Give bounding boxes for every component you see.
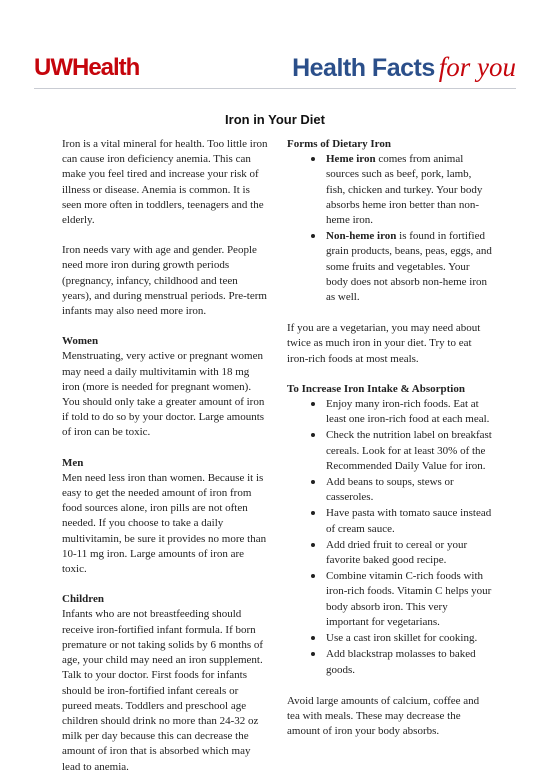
increase-heading: To Increase Iron Intake & Absorption	[287, 382, 465, 395]
list-item: Use a cast iron skillet for cooking.	[287, 631, 493, 646]
list-item-text: is found in fortified grain products, beans, peas, eggs, and some fruits and vegetables. Your body does not absorb non-heme iron as well.	[326, 230, 492, 304]
brand-sub-text: for you	[438, 52, 516, 82]
logo-health-text: Health	[71, 54, 140, 81]
intro-paragraph-2: Iron needs vary with age and gender. People need more iron during growth periods (pregnancy, infancy, childhood and teen years), and during menstrual periods. Pre-term infants may also need more iron.	[62, 244, 267, 318]
health-facts-brand	[292, 54, 516, 81]
closing-paragraph: Avoid large amounts of calcium, coffee and tea with meals. These may decrease the amount of iron your body absorbs.	[287, 694, 480, 738]
list-item-bold: Non-heme iron	[326, 230, 397, 243]
list-item-bold: Heme iron	[326, 153, 376, 166]
list-item: Combine vitamin C-rich foods with iron-rich foods. Vitamin C helps your body absorb iron. This very important for vegetarians.	[287, 569, 493, 630]
increase-list	[287, 397, 493, 678]
logo-uw-text: UW	[34, 54, 72, 81]
forms-heading: Forms of Dietary Iron	[287, 138, 391, 150]
children-heading: Children	[62, 593, 104, 606]
list-item: Enjoy many iron-rich foods. Eat at least one iron-rich food at each meal.	[287, 397, 493, 427]
list-item: Add blackstrap molasses to baked goods.	[287, 647, 493, 677]
list-item	[287, 152, 493, 228]
list-item-text: comes from animal sources such as beef, pork, lamb, fish, chicken and turkey. Your body absorbs heme iron better than non-heme iron.	[326, 153, 483, 227]
forms-list	[287, 152, 493, 305]
women-heading: Women	[62, 335, 99, 348]
list-item: Have pasta with tomato sauce instead of cream sauce.	[287, 506, 493, 536]
document-title: Iron in Your Diet	[225, 112, 325, 127]
men-paragraph: Men need less iron than women. Because it is easy to get the needed amount of iron from food sources alone, iron pills are not often needed. If you choose to take a daily multivitamin, be sure it provides no more than 10-11 mg iron. Large amounts of iron are toxic.	[62, 471, 267, 576]
header	[0, 0, 550, 110]
right-column	[287, 137, 493, 739]
brand-main-text: Health Facts	[292, 54, 435, 82]
children-paragraph: Infants who are not breastfeeding should receive iron-fortified infant formula. If born premature or not taking solids by 6 months of age, your child may need an iron supplement. Talk to your doctor. First foods for infants should be iron-fortified infant cereals or pureed meats. Toddlers and preschool age children should drink no more than 24-32 oz milk per day because this can decrease the amount of iron that is absorbed which may lead to anemia.	[62, 608, 264, 773]
header-rule	[34, 88, 516, 89]
list-item: Add beans to soups, stews or casseroles.	[287, 475, 493, 505]
intro-paragraph-1: Iron is a vital mineral for health. Too little iron can cause iron deficiency anemia. This can make you feel tired and increase your risk of illness or disease. Anemia is common. It is seen more often in toddlers, teenagers and the elderly.	[62, 138, 268, 227]
men-heading: Men	[62, 456, 84, 469]
left-column	[62, 137, 268, 775]
women-paragraph: Menstruating, very active or pregnant women may need a daily multivitamin with 18 mg iron (more is needed for pregnant women). You should only take a greater amount of iron if told to do so by your doctor. Large amounts of iron can be toxic.	[62, 350, 265, 439]
list-item: Add dried fruit to cereal or your favorite baked good recipe.	[287, 538, 493, 568]
list-item	[287, 229, 493, 305]
uwhealth-logo	[34, 56, 139, 80]
list-item: Check the nutrition label on breakfast cereals. Look for at least 30% of the Recommended Daily Value for iron.	[287, 428, 493, 474]
vegetarian-paragraph: If you are a vegetarian, you may need about twice as much iron in your diet. Try to eat iron-rich foods at most meals.	[287, 322, 481, 365]
